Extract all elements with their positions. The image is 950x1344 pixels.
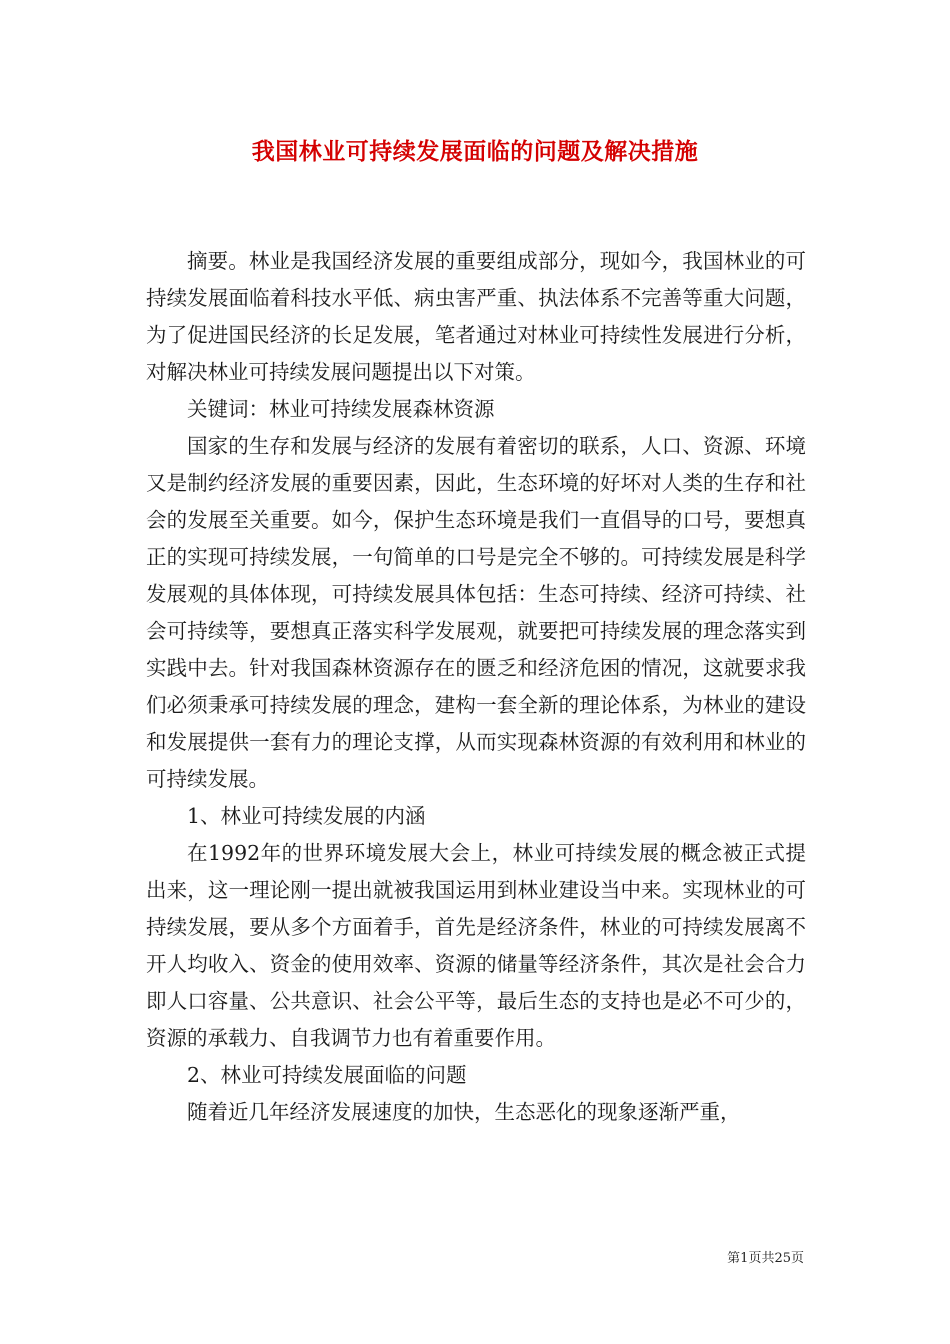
section-2-paragraph: 随着近几年经济发展速度的加快，生态恶化的现象逐渐严重， (187, 1100, 741, 1124)
page-number: 第1页共25页 (727, 1251, 804, 1266)
abstract-paragraph: 摘要。林业是我国经济发展的重要组成部分，现如今，我国林业的可持续发展面临着科技水平低、病虫害严重、执法体系不完善等重大问题，为了促进国民经济的长足发展，笔者通过对林业可持续性发展进行分析，对解决林业可持续发展问题提出以下对策。 (146, 249, 806, 384)
section-2-heading: 2、林业可持续发展面临的问题 (187, 1063, 467, 1087)
section-1-paragraph: 在1992年的世界环境发展大会上，林业可持续发展的概念被正式提出来，这一理论刚一提出就被我国运用到林业建设当中来。实现林业的可持续发展，要从多个方面着手，首先是经济条件，林业的可持续发展离不开人均收入、资金的使用效率、资源的储量等经济条件，其次是社会合力即人口容量、公共意识、社会公平等，最后生态的支持也是必不可少的，资源的承载力、自我调节力也有着重要作用。 (146, 841, 806, 1050)
keywords-paragraph: 关键词：林业可持续发展森林资源 (187, 397, 495, 421)
document-title: 我国林业可持续发展面临的问题及解决措施 (251, 138, 699, 165)
document-body (146, 243, 806, 1131)
section-1-heading: 1、林业可持续发展的内涵 (187, 804, 426, 828)
intro-paragraph: 国家的生存和发展与经济的发展有着密切的联系，人口、资源、环境又是制约经济发展的重要因素，因此，生态环境的好坏对人类的生存和社会的发展至关重要。如今，保护生态环境是我们一直倡导的口号，要想真正的实现可持续发展，一句简单的口号是完全不够的。可持续发展是科学发展观的具体体现，可持续发展具体包括：生态可持续、经济可持续、社会可持续等，要想真正落实科学发展观，就要把可持续发展的理念落实到实践中去。针对我国森林资源存在的匮乏和经济危困的情况，这就要求我们必须秉承可持续发展的理念，建构一套全新的理论体系，为林业的建设和发展提供一套有力的理论支撑，从而实现森林资源的有效利用和林业的可持续发展。 (146, 434, 806, 791)
